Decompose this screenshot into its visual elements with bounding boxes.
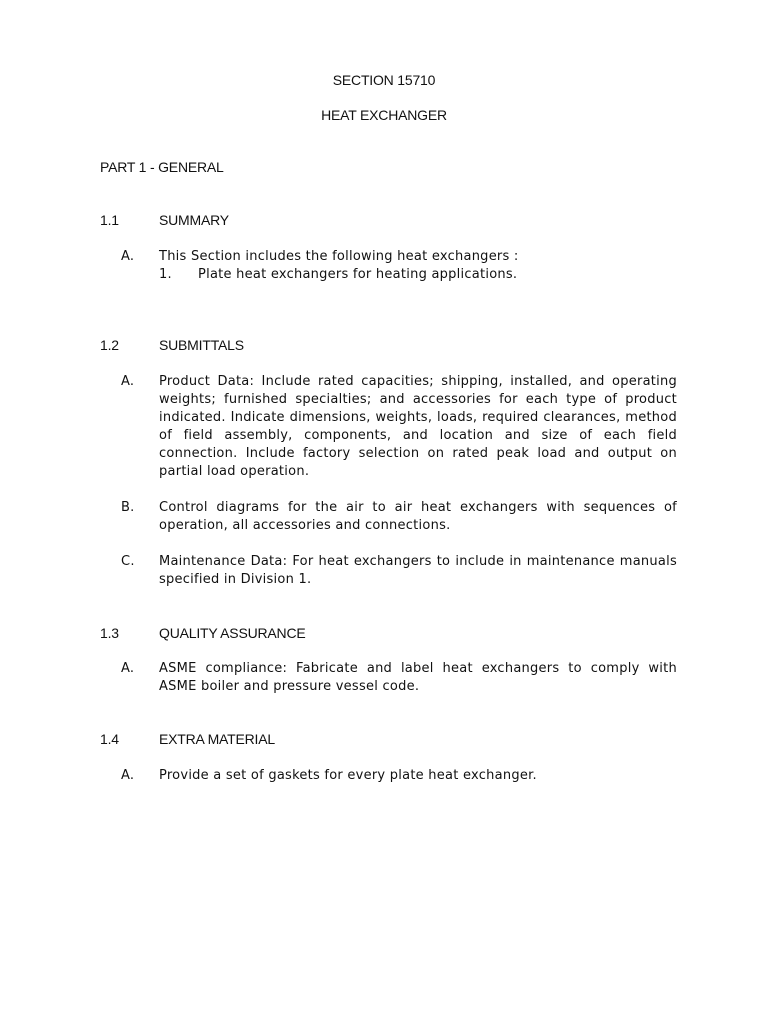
article-number: 1.1 <box>100 212 119 228</box>
item-text: ASME compliance: Fabricate and label heat exchangers to comply with ASME boiler and pressure vessel code. <box>159 661 677 694</box>
section-title: HEAT EXCHANGER <box>321 107 447 123</box>
part-heading: PART 1 - GENERAL <box>100 159 224 175</box>
article-title: EXTRA MATERIAL <box>159 731 275 747</box>
item-text: Control diagrams for the air to air heat exchangers with sequences of operation, all accessories and connections. <box>159 500 677 533</box>
item-text: Provide a set of gaskets for every plate heat exchanger. <box>159 768 537 783</box>
item-text: Product Data: Include rated capacities; shipping, installed, and operating weights; furnished specialties; and accessories for each type of product indicated. Indicate dimensions, weights, loads, required clearances, method of field assembly, components, and location and size of each field connection. Include factory selection on rated peak load and output on partial load operation. <box>159 374 677 479</box>
item-letter: A. <box>121 374 135 389</box>
article-number: 1.2 <box>100 337 119 353</box>
article-title: SUMMARY <box>159 212 229 228</box>
item-letter: A. <box>121 661 135 676</box>
item-letter: B. <box>121 500 135 515</box>
subitem-number: 1. <box>159 267 172 282</box>
item-text: This Section includes the following heat exchangers : <box>159 249 519 264</box>
item-letter: C. <box>121 554 135 569</box>
subitem-text: Plate heat exchangers for heating applications. <box>198 267 518 282</box>
article-number: 1.3 <box>100 625 119 641</box>
article-title: QUALITY ASSURANCE <box>159 625 306 641</box>
item-text: Maintenance Data: For heat exchangers to include in maintenance manuals specified in Division 1. <box>159 554 677 587</box>
article-number: 1.4 <box>100 731 119 747</box>
item-letter: A. <box>121 249 135 264</box>
article-title: SUBMITTALS <box>159 337 244 353</box>
section-number: SECTION 15710 <box>332 72 436 88</box>
item-letter: A. <box>121 768 135 783</box>
